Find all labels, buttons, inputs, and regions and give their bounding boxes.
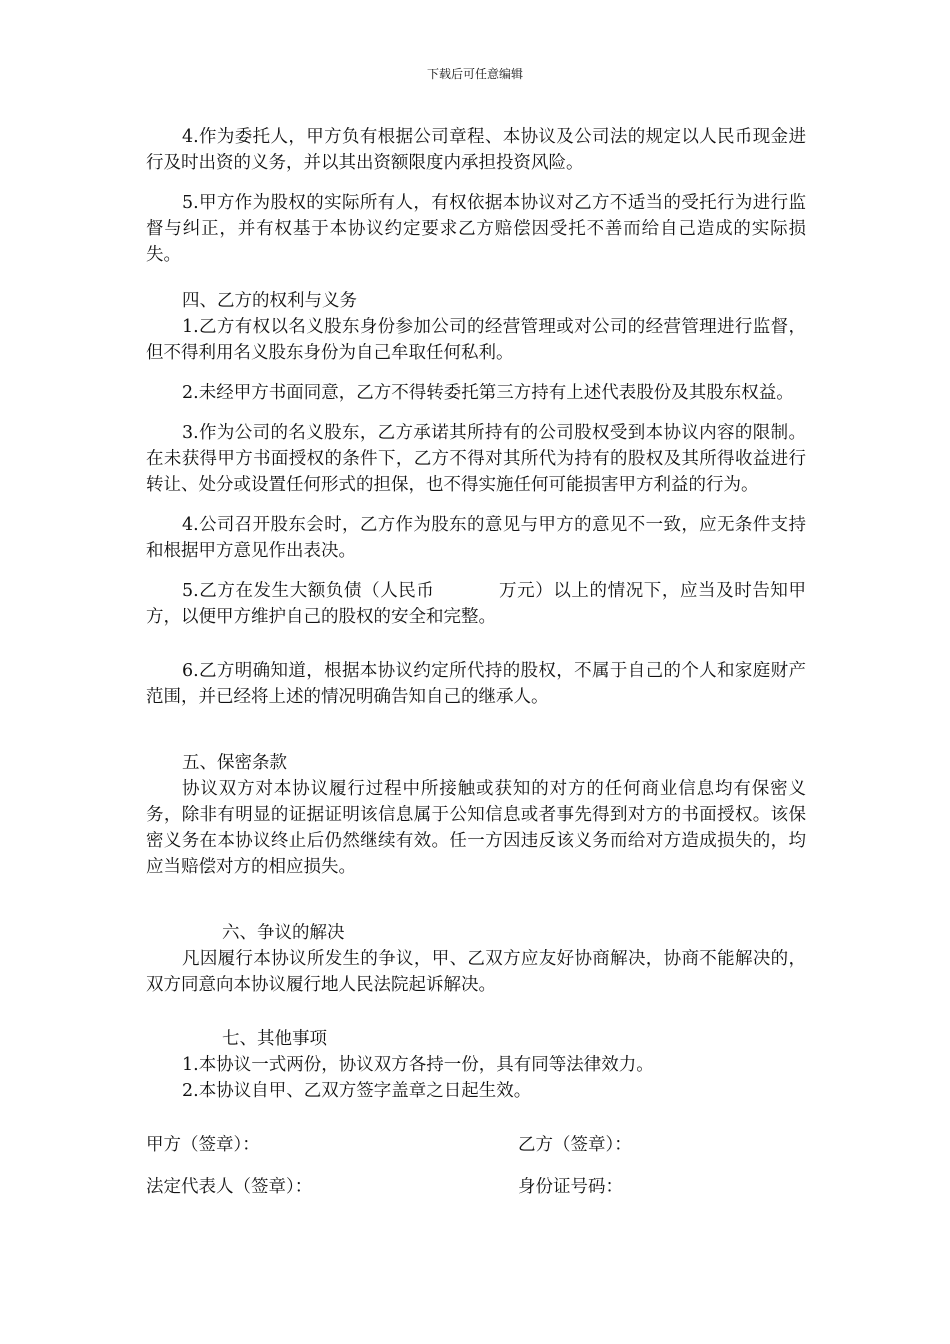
section-title-5: 五、保密条款	[182, 753, 287, 773]
signature-legal-rep: 法定代表人（签章）：	[146, 1177, 313, 1197]
paragraph-s4-5-part-b: 万元）以上的情况下，应当及时告知甲方，以便甲方维护自己的股权的安全和完整。	[146, 581, 807, 627]
paragraph-s3-5: 5.甲方作为股权的实际所有人，有权依据本协议对乙方不适当的受托行为进行监督与纠正，并有权基于本协议约定要求乙方赔偿因受托不善而给自己造成的实际损失。	[146, 193, 806, 265]
paragraph-s4-5-part-a: 5.乙方在发生大额负债（人民币	[182, 581, 435, 601]
signature-party-a: 甲方（签章）：	[146, 1135, 260, 1155]
list-item-s7-1: 1.本协议一式两份，协议双方各持一份，具有同等法律效力。	[182, 1055, 654, 1075]
paragraph-s4-5	[146, 578, 806, 630]
paragraph-s4-6: 6.乙方明确知道，根据本协议约定所代持的股权，不属于自己的个人和家庭财产范围，并已经将上述的情况明确告知自己的继承人。	[146, 661, 806, 707]
paragraph-s4-3: 3.作为公司的名义股东，乙方承诺其所持有的公司股权受到本协议内容的限制。在未获得甲方书面授权的条件下，乙方不得对其所代为持有的股权及其所得收益进行转让、处分或设置任何形式的担保，也不得实施任何可能损害甲方利益的行为。	[146, 423, 806, 495]
paragraph-s4-2: 2.未经甲方书面同意，乙方不得转委托第三方持有上述代表股份及其股东权益。	[182, 383, 794, 403]
section-title-6: 六、争议的解决	[222, 923, 345, 943]
paragraph-s5-1: 协议双方对本协议履行过程中所接触或获知的对方的任何商业信息均有保密义务，除非有明显的证据证明该信息属于公知信息或者事先得到对方的书面授权。该保密义务在本协议终止后仍然继续有效。任一方因违反该义务而给对方造成损失的，均应当赔偿对方的相应损失。	[146, 779, 806, 877]
signature-id-number: 身份证号码：	[518, 1177, 623, 1197]
signature-party-b: 乙方（签章）：	[518, 1135, 632, 1155]
document-body	[146, 124, 806, 1104]
paragraph-s4-4: 4.公司召开股东会时，乙方作为股东的意见与甲方的意见不一致，应无条件支持和根据甲方意见作出表决。	[146, 515, 806, 561]
section-title-4: 四、乙方的权利与义务	[182, 291, 357, 311]
paragraph-s3-4: 4.作为委托人，甲方负有根据公司章程、本协议及公司法的规定以人民币现金进行及时出资的义务，并以其出资额限度内承担投资风险。	[146, 127, 806, 173]
paragraph-s6-1: 凡因履行本协议所发生的争议，甲、乙双方应友好协商解决，协商不能解决的，双方同意向本协议履行地人民法院起诉解决。	[146, 949, 806, 995]
section-title-7: 七、其他事项	[222, 1029, 327, 1049]
paragraph-s4-1: 1.乙方有权以名义股东身份参加公司的经营管理或对公司的经营管理进行监督，但不得利用名义股东身份为自己牟取任何私利。	[146, 317, 806, 363]
page-header: 下载后可任意编辑	[426, 67, 523, 81]
list-item-s7-2: 2.本协议自甲、乙双方签字盖章之日起生效。	[182, 1081, 532, 1101]
